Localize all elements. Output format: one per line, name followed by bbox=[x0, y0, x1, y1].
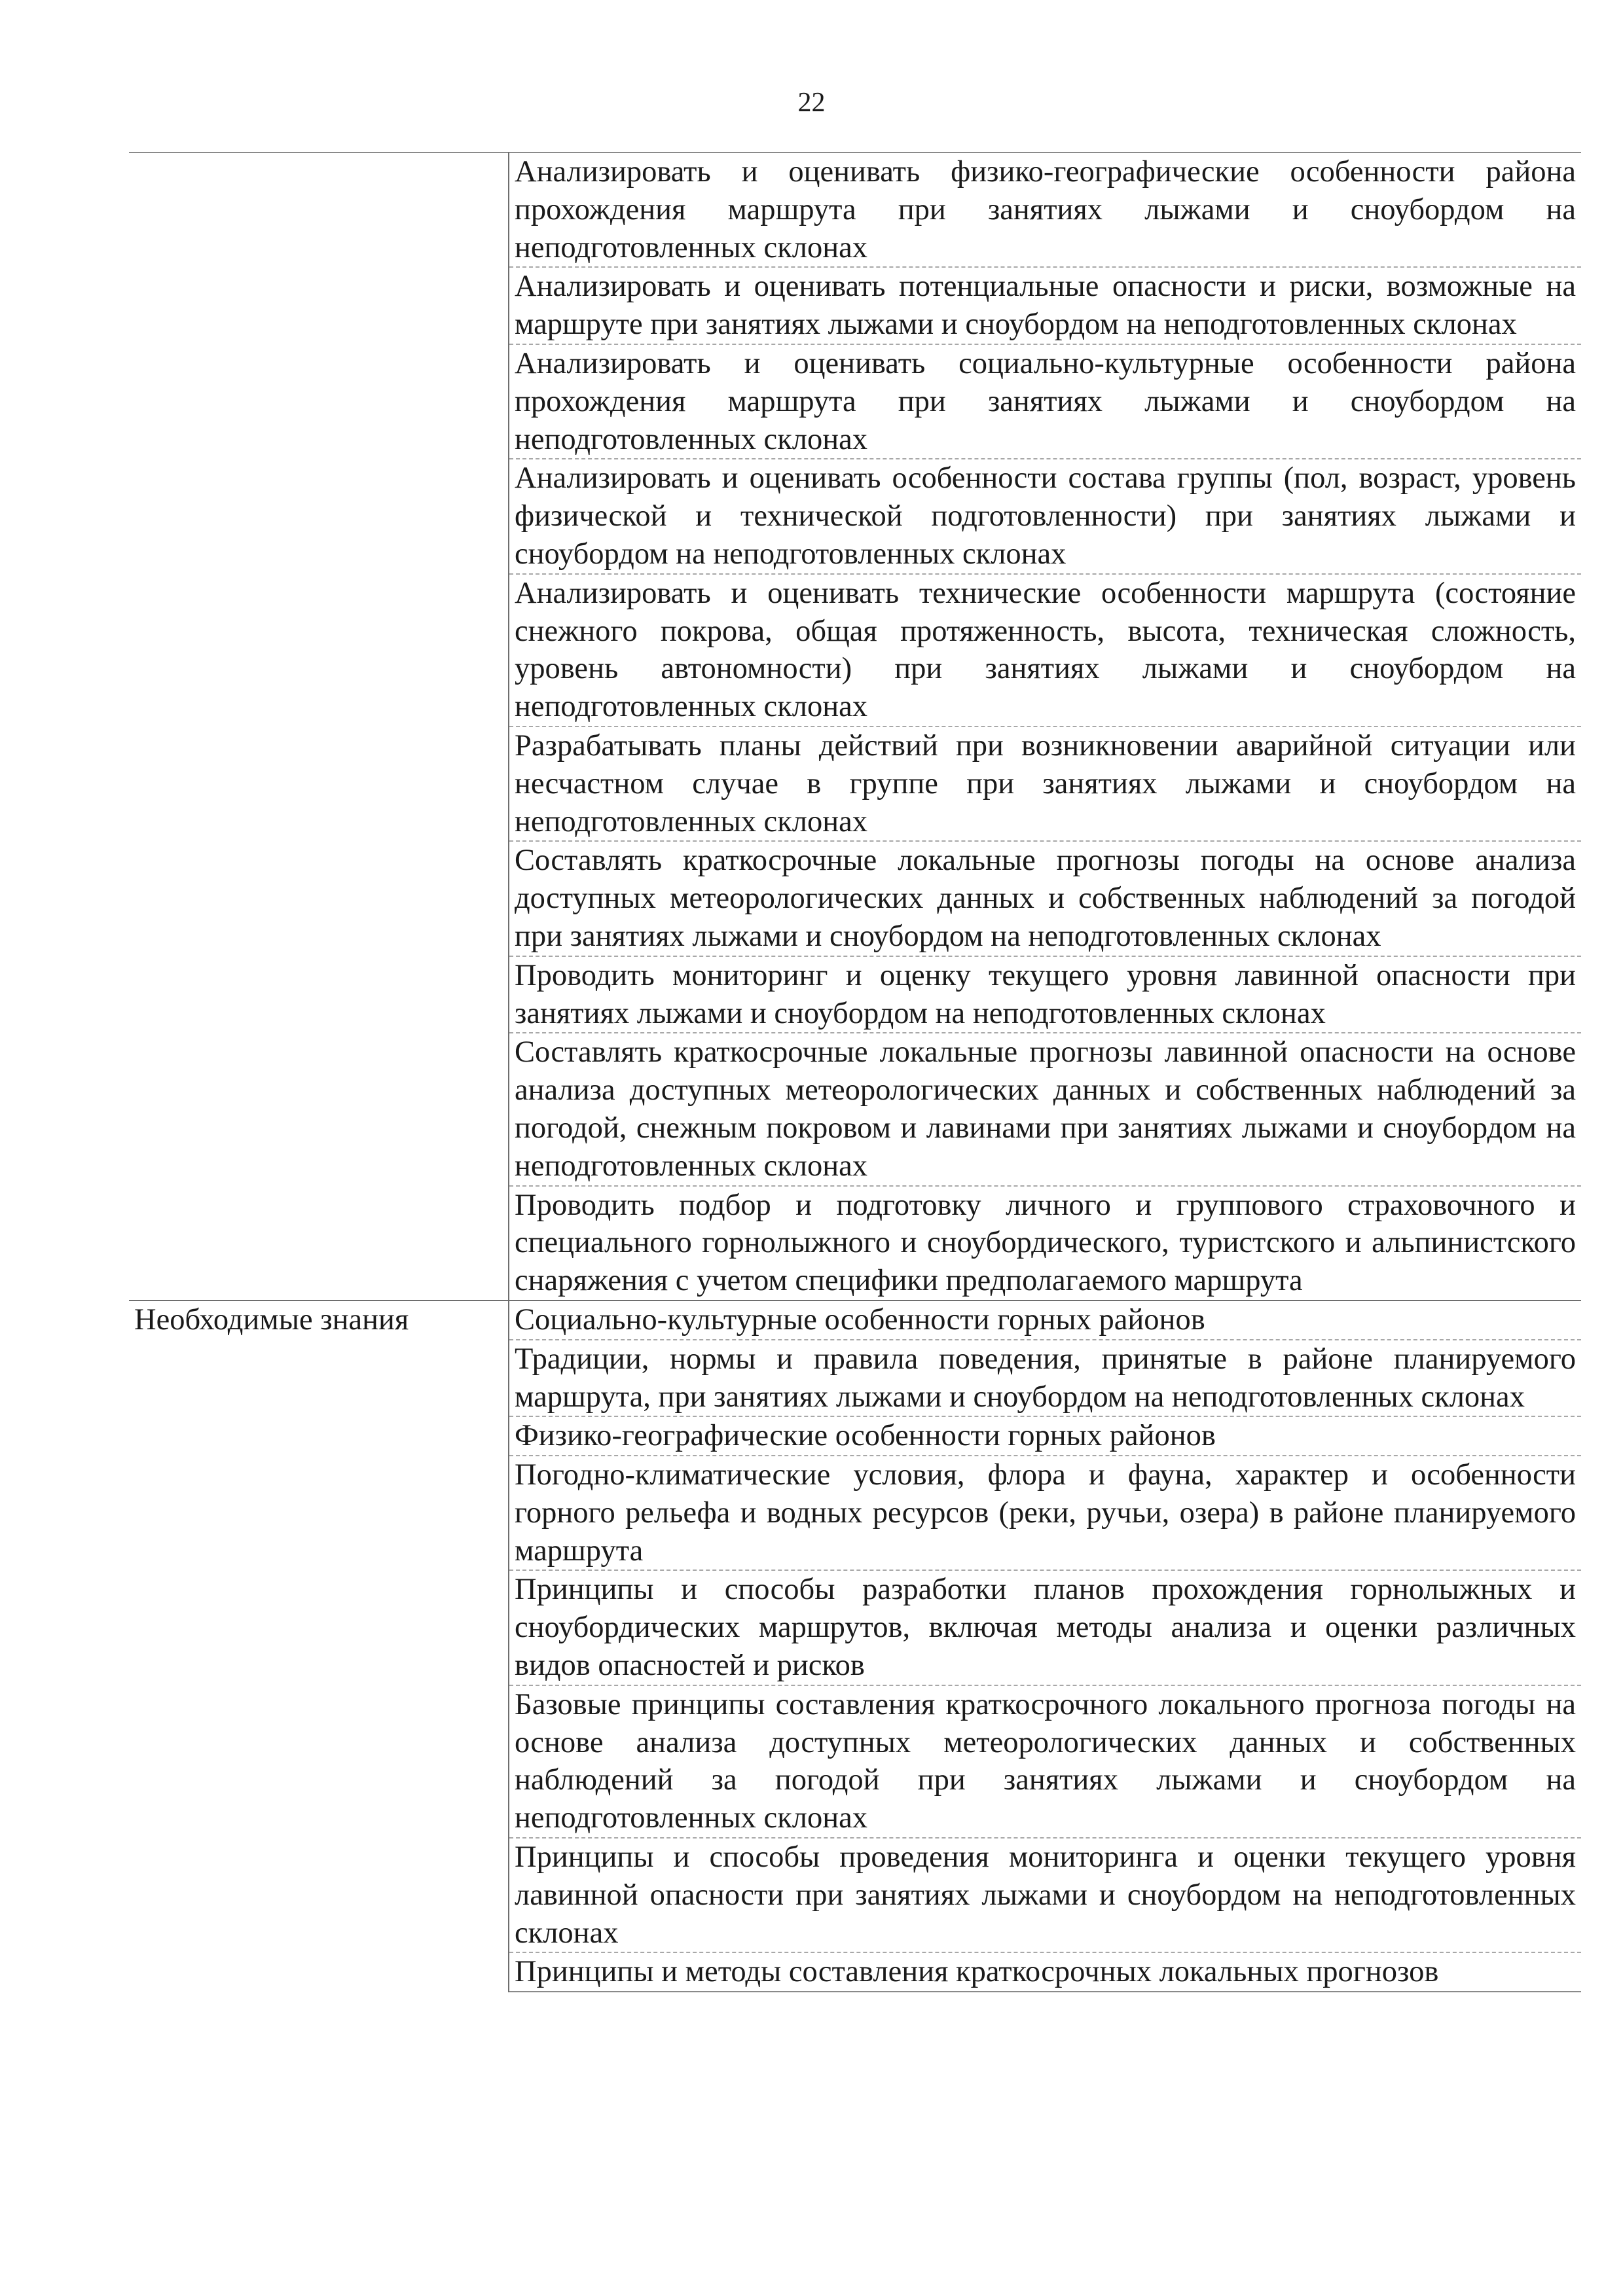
knowledge-item: Базовые принципы составления краткосрочного локального прогноза погоды на основе анализа доступных метеорологических данных и собственных наблюдений за погодой при занятиях лыжами и сноубордом на неподготовленных склонах bbox=[509, 1685, 1581, 1838]
table-row bbox=[129, 1300, 1581, 1340]
skill-item: Анализировать и оценивать физико-географические особенности района прохождения маршрута при занятиях лыжами и сноубордом на неподготовленных склонах bbox=[509, 152, 1581, 267]
skill-item: Анализировать и оценивать технические особенности маршрута (состояние снежного покрова, общая протяженность, высота, техническая сложность, уровень автономности) при занятиях лыжами и сноубордом на неподготовленных склонах bbox=[509, 574, 1581, 726]
skill-item: Составлять краткосрочные локальные прогнозы погоды на основе анализа доступных метеорологических данных и собственных наблюдений за погодой при занятиях лыжами и сноубордом на неподготовленных склонах bbox=[509, 841, 1581, 956]
skill-item: Разрабатывать планы действий при возникновении аварийной ситуации или несчастном случае в группе при занятиях лыжами и сноубордом на неподготовленных склонах bbox=[509, 726, 1581, 841]
skill-item: Проводить подбор и подготовку личного и группового страховочного и специального горнолыжного и сноубордического, туристского и альпинистского снаряжения с учетом специфики предполагаемого маршрута bbox=[509, 1186, 1581, 1300]
skill-item: Проводить мониторинг и оценку текущего уровня лавинной опасности при занятиях лыжами и сноубордом на неподготовленных склонах bbox=[509, 956, 1581, 1033]
skill-item: Анализировать и оценивать социально-культурные особенности района прохождения маршрута при занятиях лыжами и сноубордом на неподготовленных склонах bbox=[509, 344, 1581, 459]
knowledge-item: Принципы и способы проведения мониторинга и оценки текущего уровня лавинной опасности при занятиях лыжами и сноубордом на неподготовленных склонах bbox=[509, 1838, 1581, 1952]
knowledge-item: Физико-географические особенности горных районов bbox=[509, 1416, 1581, 1456]
table-row bbox=[129, 152, 1581, 267]
skills-section-label bbox=[129, 152, 509, 1300]
knowledge-item: Традиции, нормы и правила поведения, принятые в районе планируемого маршрута, при занятиях лыжами и сноубордом на неподготовленных склонах bbox=[509, 1340, 1581, 1417]
knowledge-item: Погодно-климатические условия, флора и фауна, характер и особенности горного рельефа и водных ресурсов (реки, ручьи, озера) в районе планируемого маршрута bbox=[509, 1456, 1581, 1570]
page-number: 22 bbox=[797, 88, 826, 118]
skill-item: Анализировать и оценивать особенности состава группы (пол, возраст, уровень физической и технической подготовленности) при занятиях лыжами и сноубордом на неподготовленных склонах bbox=[509, 459, 1581, 573]
knowledge-item: Принципы и методы составления краткосрочных локальных прогнозов bbox=[509, 1952, 1581, 1992]
skill-item: Анализировать и оценивать потенциальные опасности и риски, возможные на маршруте при занятиях лыжами и сноубордом на неподготовленных склонах bbox=[509, 267, 1581, 344]
competency-table bbox=[129, 152, 1581, 1992]
knowledge-item: Социально-культурные особенности горных районов bbox=[509, 1300, 1581, 1340]
knowledge-section-label: Необходимые знания bbox=[129, 1300, 509, 1992]
skill-item: Составлять краткосрочные локальные прогнозы лавинной опасности на основе анализа доступных метеорологических данных и собственных наблюдений за погодой, снежным покровом и лавинами при занятиях лыжами и сноубордом на неподготовленных склонах bbox=[509, 1033, 1581, 1185]
knowledge-item: Принципы и способы разработки планов прохождения горнолыжных и сноубордических маршрутов, включая методы анализа и оценки различных видов опасностей и рисков bbox=[509, 1570, 1581, 1685]
